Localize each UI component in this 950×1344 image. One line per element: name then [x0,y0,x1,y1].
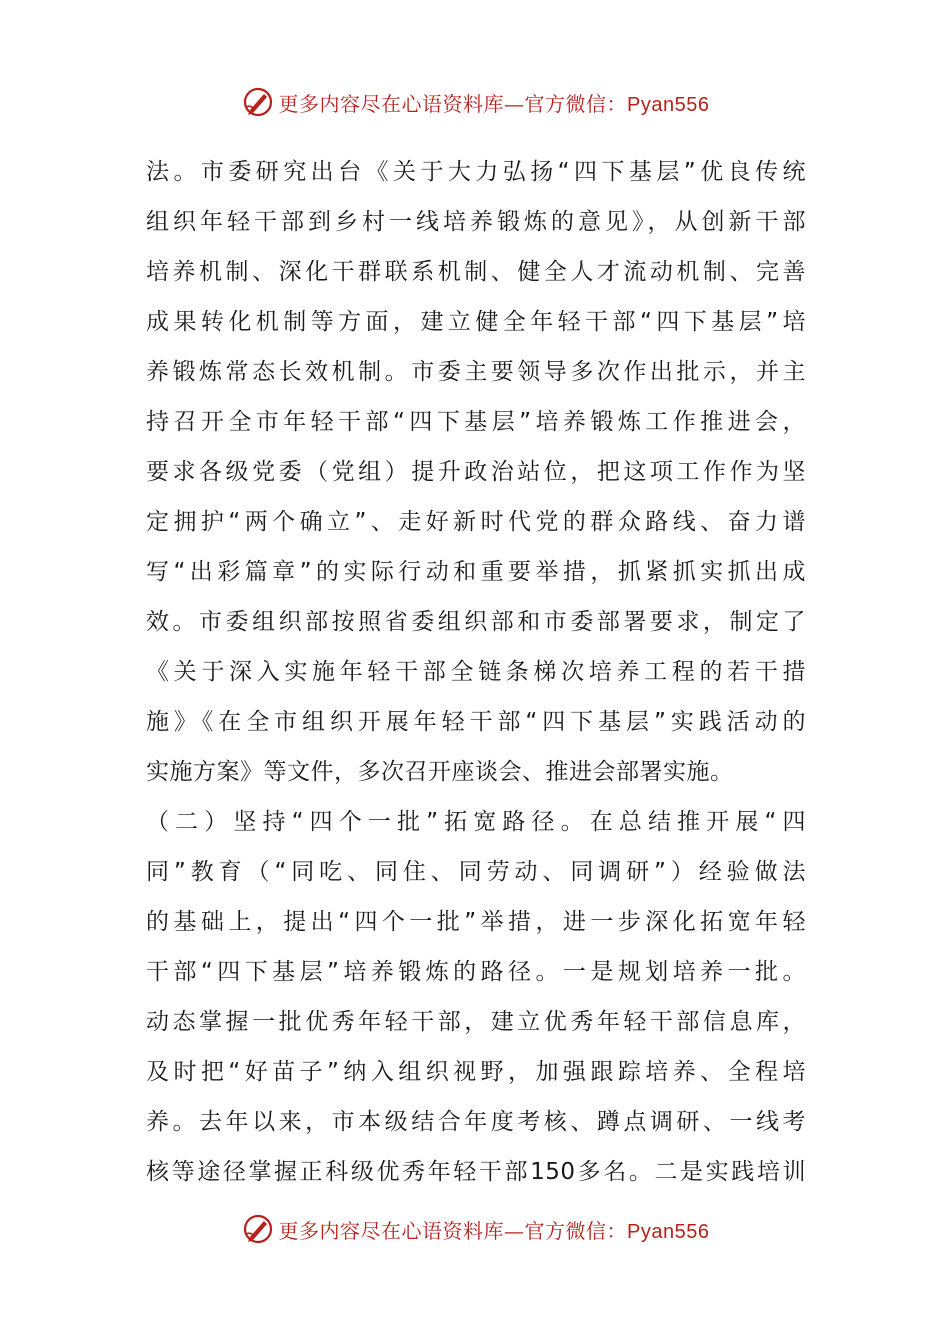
body-line: 干部“四下基层”培养锻炼的路径。一是规划培养一批。 [146,959,806,985]
footer-contact-label: 官方微信： [524,1218,628,1243]
body-line: 法。市委研究出台《关于大力弘扬“四下基层”优良传统 [146,159,806,185]
body-line: 施》《在全市组织开展年轻干部“四下基层”实践活动的 [146,709,806,735]
footer-promo-text: 更多内容尽在心语资料库 [278,1218,505,1243]
header-dash: — [504,91,525,116]
header-contact-label: 官方微信： [524,91,628,116]
body-line: 持召开全市年轻干部“四下基层”培养锻炼工作推进会， [146,409,806,435]
body-line: 效。市委组织部按照省委组织部和市委部署要求，制定了 [146,609,806,635]
footer-contact-id: Pyan556 [627,1220,710,1243]
header-contact-id: Pyan556 [627,93,710,116]
pen-logo-icon [241,85,275,119]
body-line: 要求各级党委（党组）提升政治站位，把这项工作作为坚 [146,459,806,485]
body-line: 养。去年以来，市本级结合年度考核、蹲点调研、一线考 [146,1109,806,1135]
header-banner [0,84,950,120]
body-line: 同”教育（“同吃、同住、同劳动、同调研”）经验做法 [146,859,806,885]
header-promo [279,88,710,117]
body-line: 及时把“好苗子”纳入组织视野，加强跟踪培养、全程培 [146,1059,806,1085]
body-line: 养锻炼常态长效机制。市委主要领导多次作出批示，并主 [146,359,806,385]
body-line: 写“出彩篇章”的实际行动和重要举措，抓紧抓实抓出成 [146,559,806,585]
body-line: 成果转化机制等方面，建立健全年轻干部“四下基层”培 [146,309,806,335]
body-line: 《关于深入实施年轻干部全链条梯次培养工程的若干措 [146,659,806,685]
body-line: 动态掌握一批优秀年轻干部，建立优秀年轻干部信息库， [146,1009,806,1035]
footer-dash: — [504,1218,525,1243]
footer-promo [279,1215,710,1244]
body-line: 实施方案》等文件，多次召开座谈会、推进会部署实施。 [146,759,734,785]
body-line: 培养机制、深化干群联系机制、健全人才流动机制、完善 [146,259,806,285]
pen-logo-icon [241,1212,275,1246]
body-line: 组织年轻干部到乡村一线培养锻炼的意见》，从创新干部 [146,209,806,235]
body-line: 定拥护“两个确立”、走好新时代党的群众路线、奋力谱 [146,509,806,535]
footer-banner [0,1211,950,1247]
body-line: （二）坚持“四个一批”拓宽路径。在总结推开展“四 [146,809,806,835]
body-line: 的基础上，提出“四个一批”举措，进一步深化拓宽年轻 [146,909,806,935]
body-line: 核等途径掌握正科级优秀年轻干部150多名。二是实践培训 [146,1159,806,1185]
document-body [146,147,806,1197]
header-promo-text: 更多内容尽在心语资料库 [278,91,505,116]
